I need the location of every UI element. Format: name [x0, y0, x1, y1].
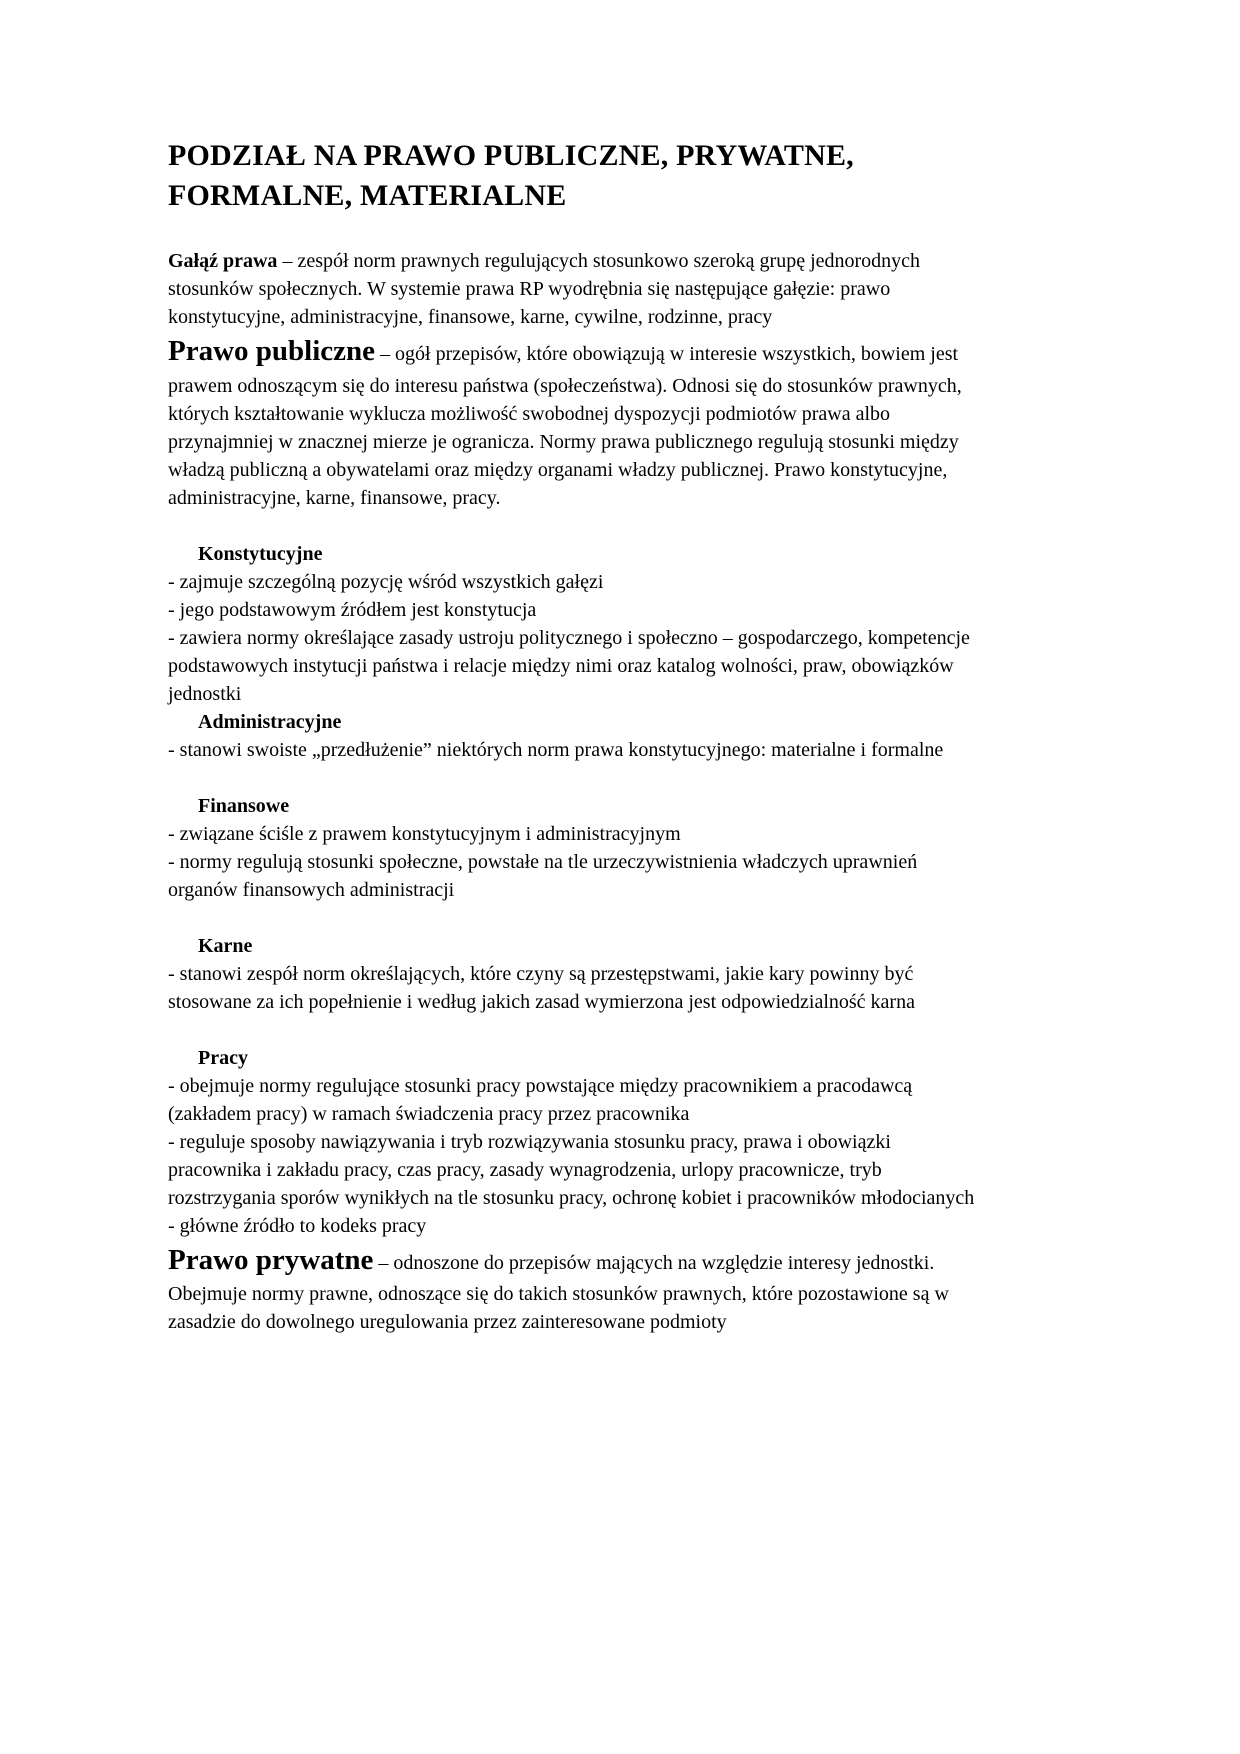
bullet-line: - stanowi swoiste „przedłużenie” niektórych norm prawa konstytucyjnego: materialne i formalne [168, 738, 944, 761]
bullet-line: - jego podstawowym źródłem jest konstytucja [168, 598, 537, 621]
bullet-line: - związane ściśle z prawem konstytucyjnym i administracyjnym [168, 822, 681, 845]
private-law-text: – odnoszone do przepisów mających na względzie interesy jednostki. Obejmuje normy prawne, odnoszące się do takich stosunków prawnych, które pozostawione są w zasadzie do dowolnego uregulowania przez zainteresowane podmioty [168, 1251, 949, 1334]
public-law-heading: Prawo publiczne [168, 335, 376, 368]
subsection-heading: Karne [198, 934, 253, 957]
subsection-heading: Pracy [198, 1046, 248, 1069]
page-title-line-1: PODZIAŁ NA PRAWO PUBLICZNE, PRYWATNE, [168, 139, 854, 172]
subsection-karne [168, 932, 978, 1016]
subsection-finansowe [168, 792, 978, 904]
bullet-line: - stanowi zespół norm określających, które czyny są przestępstwami, jakie kary powinny być stosowane za ich popełnienie i według jakich zasad wymierzona jest odpowiedzialność karna [168, 962, 915, 1013]
subsection-heading: Konstytucyjne [198, 542, 323, 565]
public-law-text: – ogół przepisów, które obowiązują w interesie wszystkich, bowiem jest prawem odnoszącym się do interesu państwa (społeczeństwa). Odnosi się do stosunków prawnych, których kształtowanie wyklucza możliwość swobodnej dyspozycji podmiotów prawa albo przynajmniej w znacznej mierze je ogranicza. Normy prawa publicznego regulują stosunki między władzą publiczną a obywatelami oraz między organami władzy publicznej. Prawo konstytucyjne, administracyjne, karne, finansowe, pracy. [168, 343, 962, 509]
bullet-line: - zawiera normy określające zasady ustroju politycznego i społeczno – gospodarczego, kompetencje podstawowych instytucji państwa i relacje między nimi oraz katalog wolności, praw, obowiązków jednostki [168, 626, 970, 705]
intro-lead-term: Gałąź prawa [168, 250, 278, 273]
bullet-line: - zajmuje szczególną pozycję wśród wszystkich gałęzi [168, 570, 604, 593]
subsection-konstytucyjne [168, 540, 978, 708]
subsection-heading: Finansowe [198, 794, 290, 817]
intro-paragraph [168, 247, 978, 331]
subsection-heading: Administracyjne [198, 710, 342, 733]
subsection-pracy [168, 1044, 978, 1240]
subsection-administracyjne [168, 708, 978, 764]
page-title [168, 136, 978, 215]
private-law-heading: Prawo prywatne [168, 1243, 374, 1276]
bullet-line: - obejmuje normy regulujące stosunki pracy powstające między pracownikiem a pracodawcą (zakładem pracy) w ramach świadczenia pracy przez pracownika [168, 1074, 913, 1125]
public-law-paragraph [168, 331, 978, 512]
bullet-line: - główne źródło to kodeks pracy [168, 1214, 427, 1237]
page-title-line-2: FORMALNE, MATERIALNE [168, 178, 567, 212]
bullet-line: - reguluje sposoby nawiązywania i tryb rozwiązywania stosunku pracy, prawa i obowiązki pracownika i zakładu pracy, czas pracy, zasady wynagrodzenia, urlopy pracownicze, tryb rozstrzygania sporów wynikłych na tle stosunku pracy, ochronę kobiet i pracowników młodocianych [168, 1130, 975, 1209]
bullet-line: - normy regulują stosunki społeczne, powstałe na tle urzeczywistnienia władczych uprawnień organów finansowych administracji [168, 850, 918, 901]
private-law-paragraph [168, 1240, 978, 1337]
intro-text: – zespół norm prawnych regulujących stosunkowo szeroką grupę jednorodnych stosunków społecznych. W systemie prawa RP wyodrębnia się następujące gałęzie: prawo konstytucyjne, administracyjne, finansowe, karne, cywilne, rodzinne, pracy [168, 250, 921, 329]
